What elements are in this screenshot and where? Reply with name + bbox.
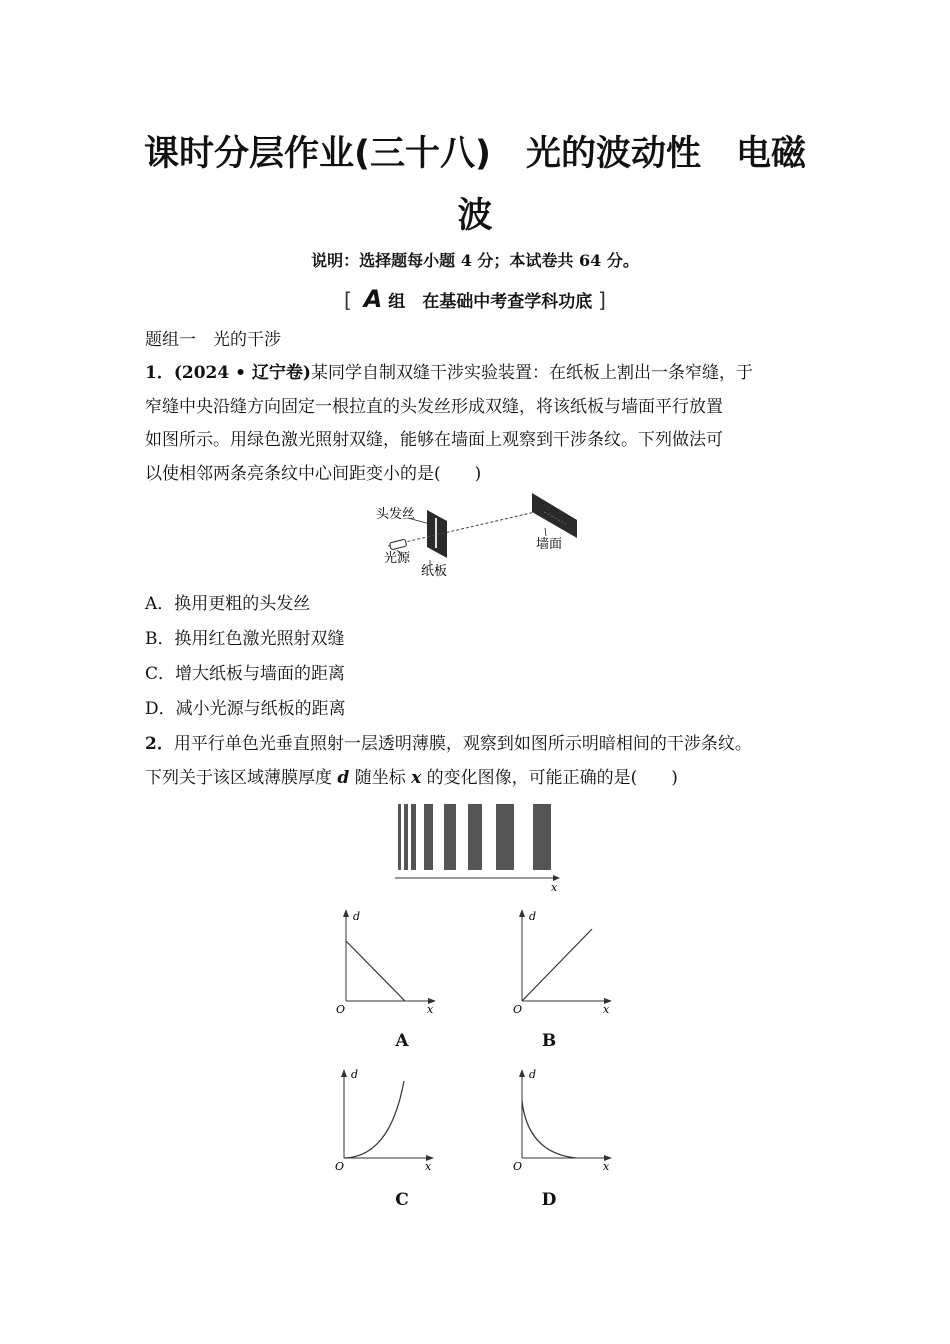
q1-line-4: 以使相邻两条亮条纹中心间距变小的是( ) <box>145 464 482 484</box>
graph-c-label: C <box>395 1190 409 1210</box>
graph-c-ylabel: d <box>351 1068 359 1081</box>
fringe-2 <box>404 804 408 870</box>
q1-option-d: D．减小光源与纸板的距离 <box>145 699 346 719</box>
label-hair: 头发丝 <box>376 507 416 522</box>
graph-d-ylabel: d <box>529 1068 537 1081</box>
fringe-5 <box>444 804 456 870</box>
q1-line-1 <box>145 358 753 383</box>
graph-d-origin: O <box>513 1160 523 1173</box>
q2-var-x: x <box>411 768 422 788</box>
graph-b <box>508 905 620 1020</box>
laser-source <box>390 539 407 550</box>
fringe-6 <box>468 804 482 870</box>
graph-d <box>508 1065 620 1177</box>
label-wall: 墙面 <box>536 537 563 552</box>
q1-option-a: A．换用更粗的头发丝 <box>145 594 311 614</box>
fringe-4 <box>424 804 433 870</box>
fringe-1 <box>398 804 401 870</box>
exam-note: 说明：选择题每小题 4 分；本试卷共 64 分。 <box>311 251 639 270</box>
q2-line-2 <box>145 763 678 788</box>
graph-b-ylabel: d <box>529 910 537 923</box>
fringe-figure <box>390 800 565 895</box>
graph-a-label: A <box>395 1031 409 1051</box>
q2-text-2c: 的变化图像，可能正确的是( ) <box>421 768 678 788</box>
fringe-axis-label: x <box>551 881 558 894</box>
q2-text-2a: 下列关于该区域薄膜厚度 <box>145 768 338 788</box>
double-slit-figure <box>370 490 585 582</box>
fringe-7 <box>496 804 514 870</box>
graph-d-label: D <box>541 1190 557 1210</box>
q1-source: (2024 • 辽宁卷) <box>173 363 311 383</box>
bracket-close: ] <box>598 288 606 312</box>
graph-a-ylabel: d <box>353 910 361 923</box>
graph-c-origin: O <box>335 1160 345 1173</box>
q1-number: 1． <box>145 363 174 383</box>
group-label: 组 在基础中考查学科功底 <box>388 292 593 312</box>
q1-option-b: B．换用红色激光照射双缝 <box>145 629 345 649</box>
q1-option-c: C．增大纸板与墙面的距离 <box>145 664 346 684</box>
q1-text-1: 某同学自制双缝干涉实验装置：在纸板上割出一条窄缝，于 <box>310 363 753 383</box>
section-heading: 题组一 光的干涉 <box>145 330 281 350</box>
q2-text-1: 用平行单色光垂直照射一层透明薄膜，观察到如图所示明暗相间的干涉条纹。 <box>173 734 752 754</box>
graph-a-xlabel: x <box>427 1003 434 1016</box>
q2-var-d: d <box>337 768 350 788</box>
bracket-open: [ <box>344 288 352 312</box>
graph-b-curve <box>522 929 592 1001</box>
q2-number: 2． <box>145 734 174 754</box>
group-letter: A <box>363 285 383 313</box>
group-heading <box>0 285 950 313</box>
graph-d-curve <box>522 1101 576 1158</box>
graph-c <box>330 1065 442 1177</box>
page-title-line-2: 波 <box>457 196 493 236</box>
fringe-8 <box>533 804 551 870</box>
graph-b-label: B <box>541 1031 557 1051</box>
page-title-line-1: 课时分层作业(三十八) 光的波动性 电磁 <box>144 134 806 174</box>
fringe-3 <box>411 804 416 870</box>
label-board: 纸板 <box>421 564 448 579</box>
q2-line-1 <box>145 729 752 754</box>
q1-line-3: 如图所示。用绿色激光照射双缝，能够在墙面上观察到干涉条纹。下列做法可 <box>145 430 723 450</box>
graph-d-xlabel: x <box>603 1160 610 1173</box>
wall-screen <box>532 493 577 538</box>
graph-c-curve <box>344 1081 404 1158</box>
graph-b-xlabel: x <box>603 1003 610 1016</box>
q2-text-2b: 随坐标 <box>349 768 412 788</box>
graph-a-curve <box>346 941 405 1001</box>
graph-a <box>330 905 442 1020</box>
graph-c-xlabel: x <box>425 1160 432 1173</box>
graph-b-origin: O <box>513 1003 523 1016</box>
label-source: 光源 <box>384 551 411 566</box>
q1-line-2: 窄缝中央沿缝方向固定一根拉直的头发丝形成双缝，将该纸板与墙面平行放置 <box>145 397 723 417</box>
graph-a-origin: O <box>336 1003 346 1016</box>
